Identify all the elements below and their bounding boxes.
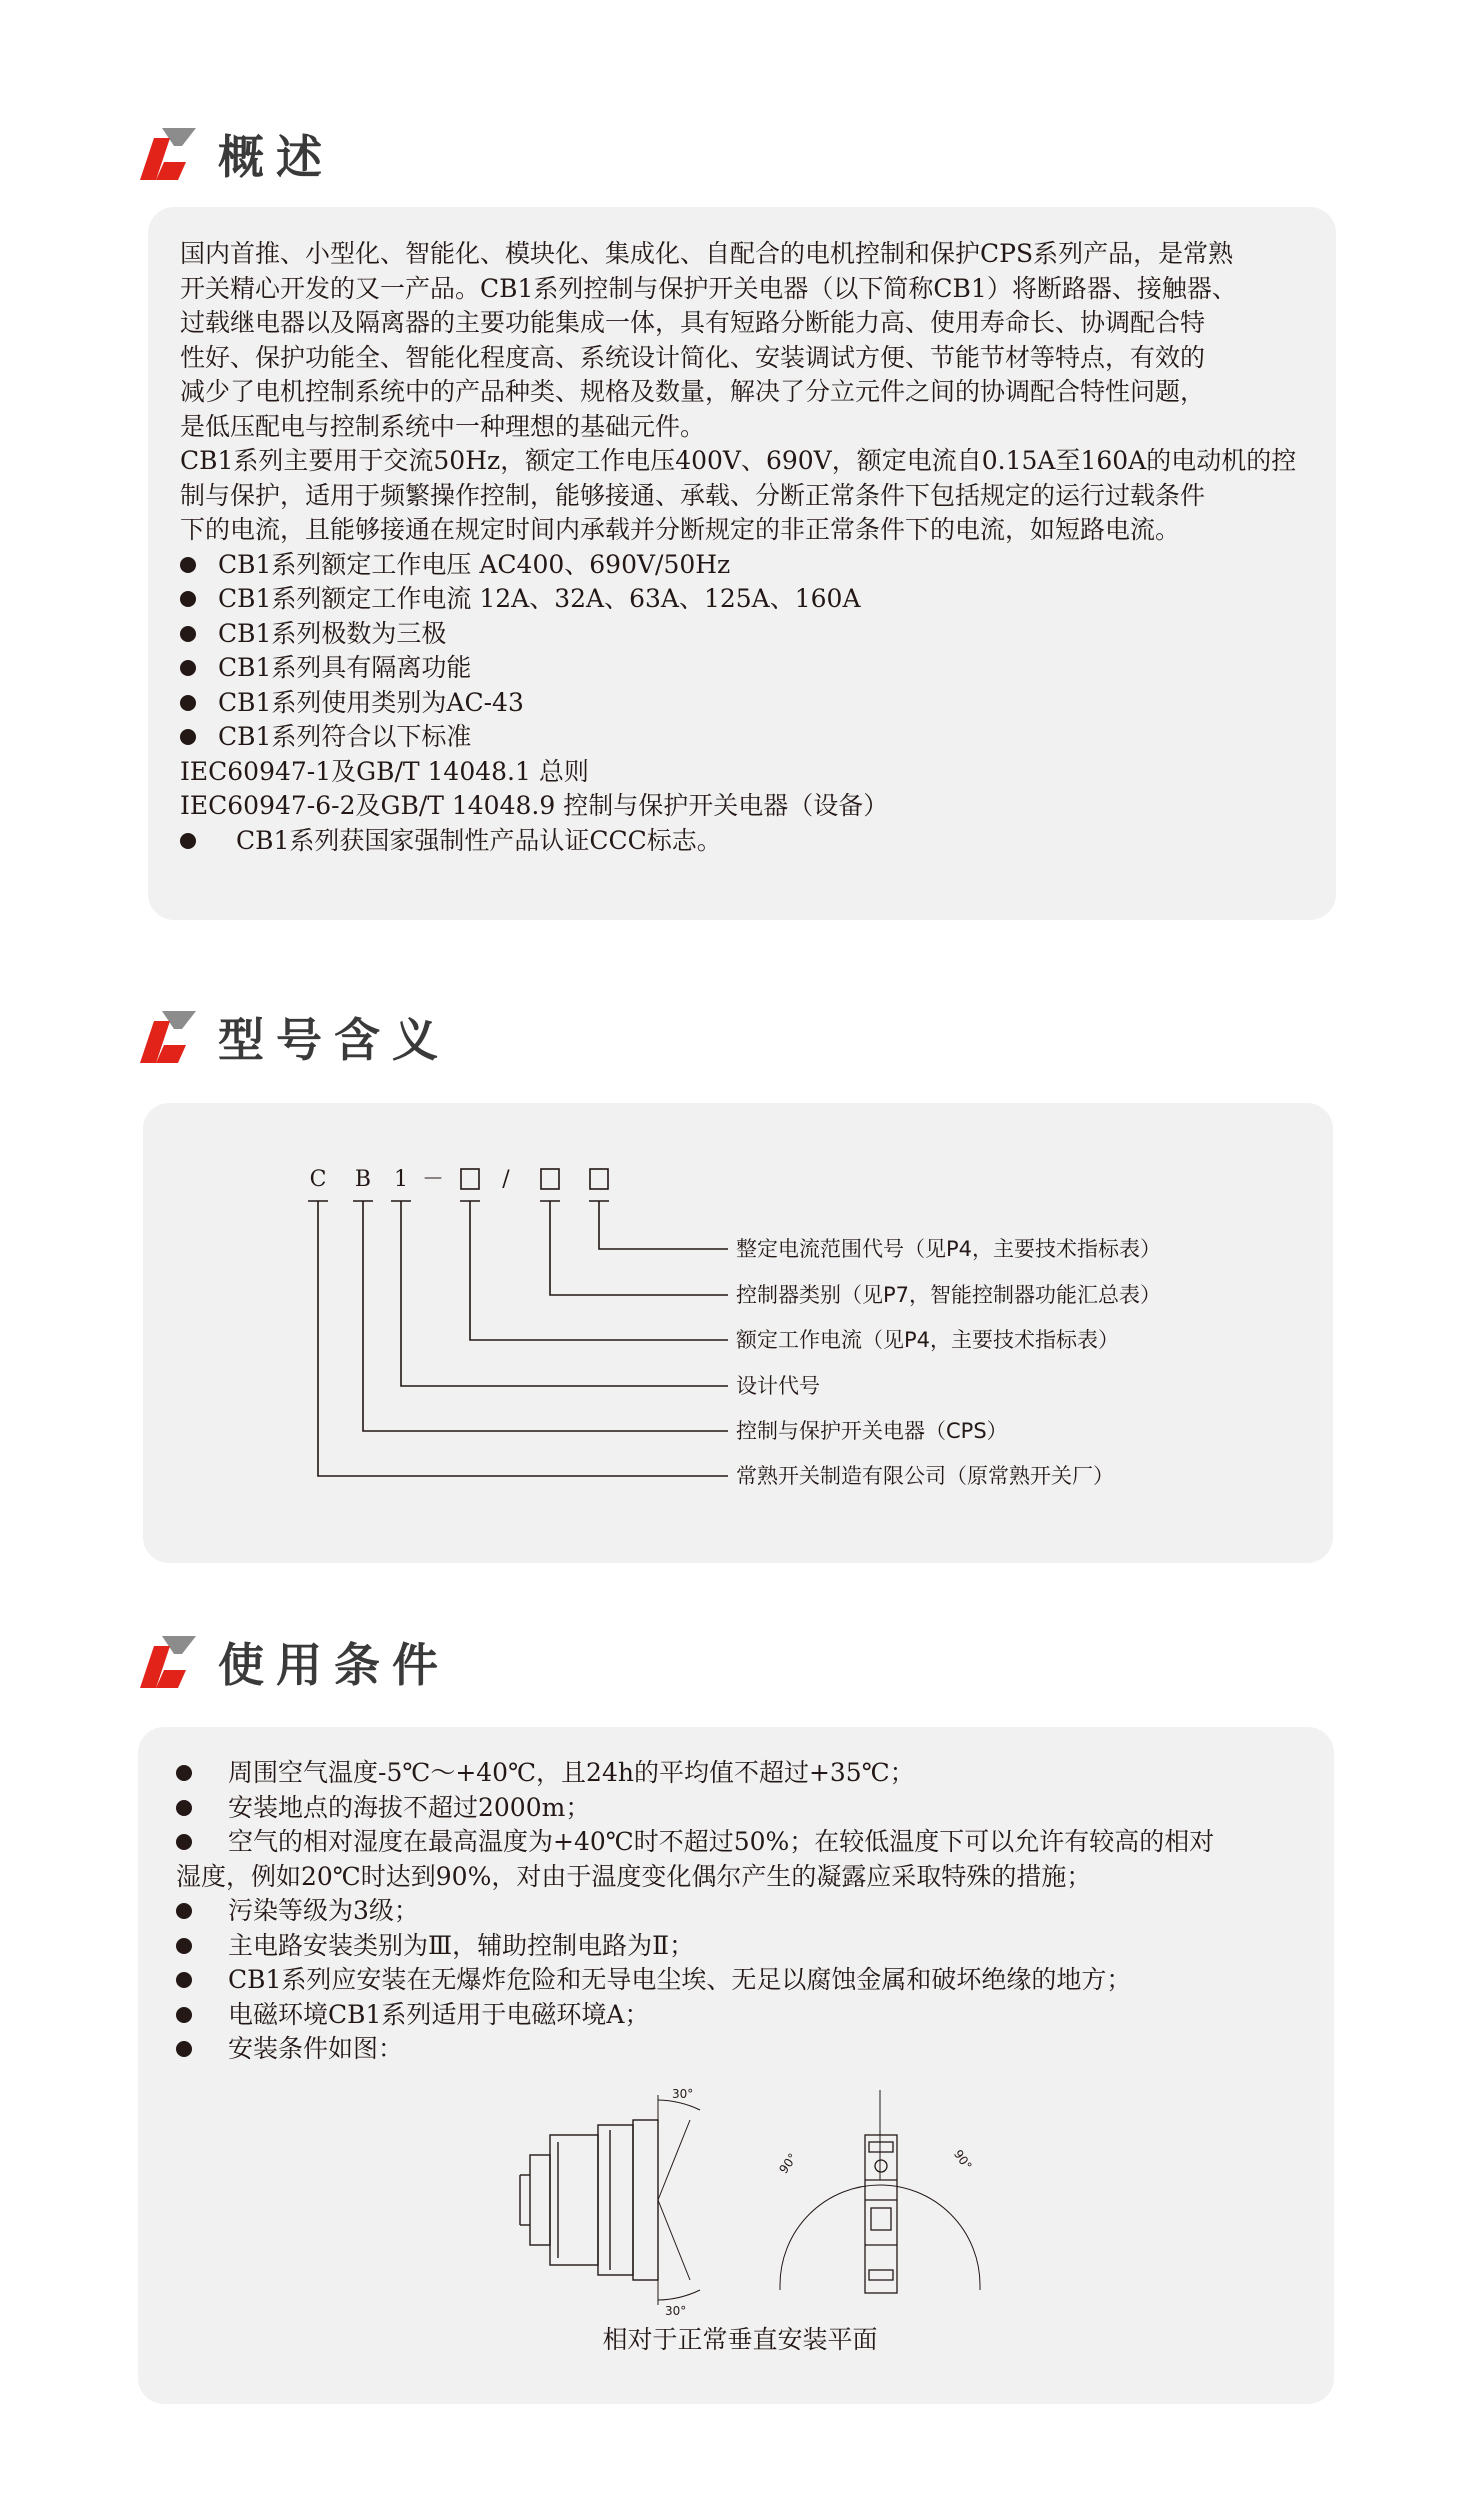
model-code-box	[461, 1169, 479, 1189]
condition-item: 主电路安装类别为Ⅲ，辅助控制电路为Ⅱ；	[176, 1929, 1316, 1964]
bullet-dot-icon	[180, 557, 196, 573]
bullet-dot-icon	[180, 591, 196, 607]
overview-line: 是低压配电与控制系统中一种理想的基础元件。	[180, 411, 706, 441]
mounting-front-view-diagram	[760, 2080, 1000, 2320]
overview-line: 开关精心开发的又一产品。CB1系列控制与保护开关电器（以下简称CB1）将断路器、接触器、	[180, 273, 1237, 303]
bullet-dot-icon	[176, 2007, 192, 2023]
standard-line: IEC60947-6-2及GB/T 14048.9 控制与保护开关电器（设备）	[180, 791, 889, 820]
overview-bullet: CB1系列使用类别为AC-43	[180, 686, 1320, 721]
mounting-caption: 相对于正常垂直安装平面	[602, 2325, 878, 2354]
overview-body	[180, 237, 1320, 858]
condition-item: 安装地点的海拔不超过2000m；	[176, 1791, 1316, 1826]
bullet-dot-icon	[176, 1938, 192, 1954]
condition-item: 污染等级为3级；	[176, 1894, 1316, 1929]
section-overview-header	[140, 122, 334, 186]
model-label-company: 常熟开关制造有限公司（原常熟开关厂）	[736, 1464, 1114, 1488]
overview-bullet: CB1系列极数为三极	[180, 617, 1320, 652]
overview-line: 过载继电器以及隔离器的主要功能集成一体，具有短路分断能力高、使用寿命长、协调配合特	[180, 308, 1206, 337]
section-marker-icon	[140, 124, 200, 184]
bullet-dot-icon	[180, 660, 196, 676]
condition-item: 电磁环境CB1系列适用于电磁环境A；	[176, 1998, 1316, 2033]
overview-bullet: CB1系列额定工作电压 AC400、690V/50Hz	[180, 548, 1320, 583]
overview-bullet: CB1系列额定工作电流 12A、32A、63A、125A、160A	[180, 582, 1320, 617]
section-model-header	[140, 1005, 450, 1069]
angle-label-front-left: 90°	[776, 2150, 801, 2177]
overview-line: 国内首推、小型化、智能化、模块化、集成化、自配合的电机控制和保护CPS系列产品，是常熟	[180, 239, 1234, 268]
model-code-box	[590, 1169, 608, 1189]
standard-line: IEC60947-1及GB/T 14048.1 总则	[180, 756, 589, 786]
model-code-char: －	[421, 1167, 445, 1192]
section-model-title: 型号含义	[218, 1013, 450, 1067]
overview-line: 制与保护，适用于频繁操作控制，能够接通、承载、分断正常条件下包括规定的运行过载条件	[180, 480, 1206, 510]
overview-bullet: CB1系列具有隔离功能	[180, 651, 1320, 686]
section-conditions-title: 使用条件	[218, 1638, 450, 1692]
bullet-dot-icon	[180, 729, 196, 745]
section-marker-icon	[140, 1632, 200, 1692]
condition-item: 空气的相对湿度在最高温度为+40℃时不超过50%；在较低温度下可以允许有较高的相对	[176, 1825, 1316, 1860]
model-code-box	[541, 1169, 559, 1189]
condition-item: 安装条件如图：	[176, 2032, 1316, 2067]
overview-line: 性好、保护功能全、智能化程度高、系统设计简化、安装调试方便、节能节材等特点，有效的	[180, 342, 1206, 372]
angle-label-front-right: 90°	[950, 2147, 975, 2173]
bullet-dot-icon	[176, 1765, 192, 1781]
section-overview-title: 概述	[218, 130, 334, 184]
mounting-side-view-diagram	[500, 2080, 740, 2320]
bullet-dot-icon	[176, 1800, 192, 1816]
model-label-current-range: 整定电流范围代号（见P4，主要技术指标表）	[736, 1237, 1162, 1261]
bullet-dot-icon	[176, 1903, 192, 1919]
bullet-dot-icon	[176, 1834, 192, 1850]
model-code-char: 1	[394, 1167, 408, 1192]
section-marker-icon	[140, 1007, 200, 1067]
overview-line: 下的电流，且能够接通在规定时间内承载并分断规定的非正常条件下的电流，如短路电流。	[180, 515, 1181, 544]
angle-label-side-top: 30°	[672, 2087, 694, 2101]
model-code-char: C	[309, 1167, 327, 1192]
model-code-char: B	[354, 1167, 372, 1192]
conditions-body	[176, 1756, 1316, 2067]
model-label-design-code: 设计代号	[736, 1374, 820, 1398]
bullet-dot-icon	[180, 833, 196, 849]
bullet-dot-icon	[180, 695, 196, 711]
model-diagram	[143, 1103, 1333, 1563]
overview-bullet: CB1系列符合以下标准	[180, 720, 1320, 755]
overview-bullet-ccc: CB1系列获国家强制性产品认证CCC标志。	[180, 824, 1320, 859]
angle-label-side-bottom: 30°	[665, 2304, 687, 2318]
overview-line: 减少了电机控制系统中的产品种类、规格及数量，解决了分立元件之间的协调配合特性问题，	[180, 377, 1206, 406]
model-label-rated-current: 额定工作电流（见P4，主要技术指标表）	[736, 1328, 1120, 1352]
bullet-dot-icon	[176, 1972, 192, 1988]
condition-continuation: 湿度，例如20℃时达到90%，对由于温度变化偶尔产生的凝露应采取特殊的措施；	[176, 1861, 1092, 1891]
overview-line: CB1系列主要用于交流50Hz，额定工作电压400V、690V，额定电流自0.15A至160A的电动机的控	[180, 446, 1297, 475]
model-label-cps: 控制与保护开关电器（CPS）	[736, 1419, 1008, 1443]
condition-item: CB1系列应安装在无爆炸危险和无导电尘埃、无足以腐蚀金属和破坏绝缘的地方；	[176, 1963, 1316, 1998]
model-label-controller: 控制器类别（见P7，智能控制器功能汇总表）	[736, 1283, 1162, 1307]
condition-item: 周围空气温度-5℃～+40℃，且24h的平均值不超过+35℃；	[176, 1756, 1316, 1791]
section-conditions-header	[140, 1630, 450, 1694]
bullet-dot-icon	[180, 626, 196, 642]
bullet-dot-icon	[176, 2041, 192, 2057]
model-code-char: /	[502, 1167, 510, 1192]
